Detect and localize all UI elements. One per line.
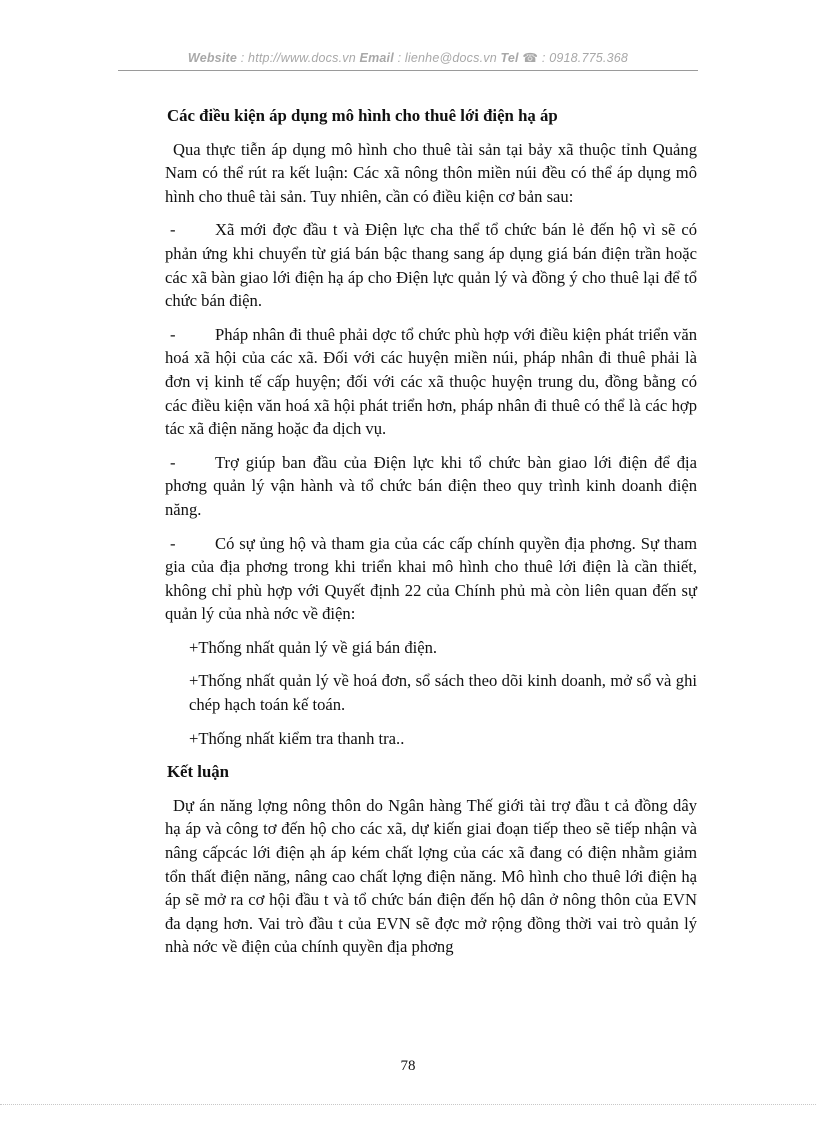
email-label: Email: [359, 51, 394, 65]
document-body: [165, 104, 697, 969]
bullet-marker: -: [170, 533, 176, 553]
website-label: Website: [187, 51, 238, 65]
bullet-marker: -: [170, 324, 176, 344]
website-url[interactable]: : http://www.docs.vn: [237, 51, 360, 65]
bullet-text: Trợ giúp ban đầu của Điện lực khi tổ chức bàn giao lới điện để địa phơng quản lý vận hành và tổ chức bán điện theo quy trình kinh doanh điện năng.: [165, 452, 697, 519]
page-bottom-border: [0, 1104, 816, 1105]
bullet-text: Xã mới đợc đầu t và Điện lực cha thể tổ chức bán lẻ đến hộ vì sẽ có phản ứng khi chuyển từ giá bán bậc thang sang áp dụng giá bán điện trần hoặc các xã bàn giao lới điện hạ áp cho Điện lực quản lý và đồng ý cho thuê lại để tổ chức bán điện.: [165, 220, 697, 311]
conclusion-title: Kết luận: [167, 762, 230, 782]
bullet-marker: -: [170, 452, 176, 472]
bullet-text: Có sự ủng hộ và tham gia của các cấp chính quyền địa phơng. Sự tham gia của địa phơng trong khi triển khai mô hình cho thuê lới điện là cần thiết, không chỉ phù hợp với Quyết định 22 của Chính phủ mà còn liên quan đến sự quản lý của nhà nớc về điện:: [165, 533, 697, 624]
intro-paragraph: Qua thực tiễn áp dụng mô hình cho thuê tài sản tại bảy xã thuộc tỉnh Quảng Nam có thể rút ra kết luận: Các xã nông thôn miền núi đều có thể áp dụng mô hình cho thuê tài sản. Tuy nhiên, cần có điều kiện cơ bản sau:: [165, 139, 697, 206]
bullet-item: [165, 451, 697, 522]
tel-number: ☎ : 0918.775.368: [518, 51, 629, 65]
email-address[interactable]: : lienhe@docs.vn: [393, 51, 501, 65]
page-header: [118, 50, 698, 65]
bullet-item: [165, 323, 697, 441]
bullet-marker: -: [170, 220, 176, 240]
conclusion-paragraph: Dự án năng lợng nông thôn do Ngân hàng Thế giới tài trợ đầu t cả đồng dây hạ áp và công tơ đến hộ cho các xã, dự kiến giai đoạn tiếp theo sẽ tiếp nhận và nâng cấpcác lới điện ạh áp kém chất lợng của các xã đang có điện nhằm giảm tổn thất điện năng, nâng cao chất lợng điện năng. Mô hình cho thuê lới điện hạ áp sẽ mở ra cơ hội đầu t và tổ chức bán điện đến hộ dân ở nông thôn của EVN đa dạng hơn. Vai trò đầu t của EVN sẽ đợc mở rộng đồng thời vai trò quản lý nhà nớc về điện của chính quyền địa phơng: [165, 795, 697, 957]
page-number: 78: [400, 1058, 416, 1074]
plus-item: +Thống nhất kiểm tra thanh tra..: [189, 728, 405, 748]
plus-item: +Thống nhất quản lý về hoá đơn, sổ sách theo dõi kinh doanh, mở sổ và ghi chép hạch toán kế toán.: [189, 671, 697, 715]
section-title: Các điều kiện áp dụng mô hình cho thuê lới điện hạ áp: [167, 106, 558, 125]
plus-item: +Thống nhất quản lý về giá bán điện.: [189, 637, 438, 657]
bullet-item: [165, 532, 697, 626]
header-divider: [118, 70, 698, 71]
tel-label: Tel: [500, 51, 519, 65]
bullet-item: [165, 218, 697, 312]
bullet-text: Pháp nhân đi thuê phải dợc tổ chức phù hợp với điều kiện phát triển văn hoá xã hội của các xã. Đối với các huyện miền núi, pháp nhân đi thuê phải là đơn vị kinh tế cấp huyện; đối với các xã thuộc huyện trung du, đồng bằng có các điều kiện văn hoá xã hội phát triển hơn, pháp nhân đi thuê có thể là các hợp tác xã điện năng hoặc đa dịch vụ.: [165, 324, 697, 439]
